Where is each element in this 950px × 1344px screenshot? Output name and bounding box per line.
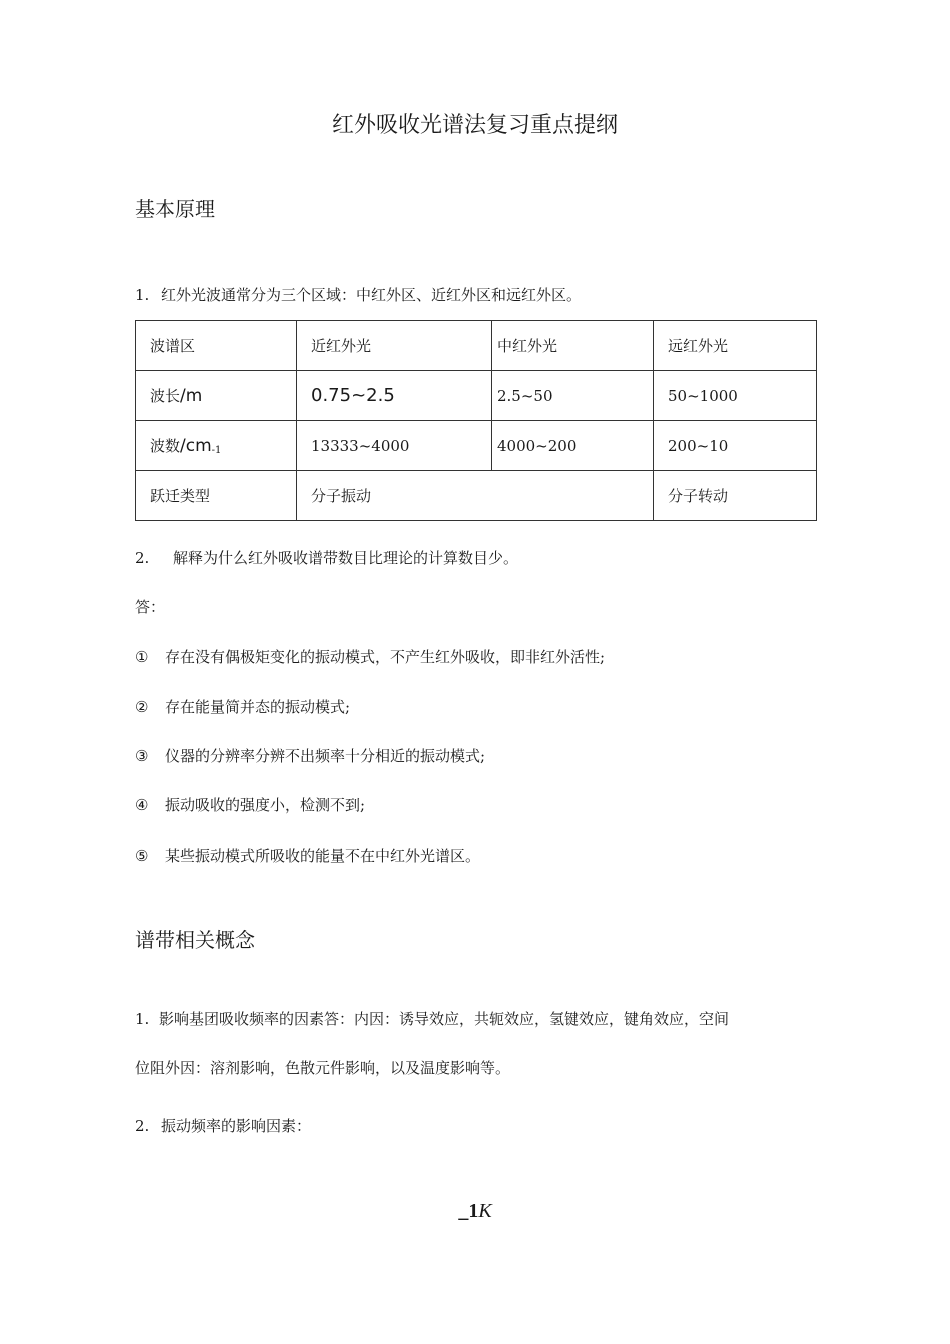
table-row-header <box>136 321 817 371</box>
item-text: 影响基团吸收频率的因素答：内因：诱导效应，共轭效应，氢键效应，键角效应，空间 <box>159 1010 730 1028</box>
table-cell: 200~10 <box>654 421 817 471</box>
table-cell: 波谱区 <box>136 321 297 371</box>
paragraph-item-1-line-2: 位阻外因：溶剂影响，色散元件影响，以及温度影响等。 <box>135 1059 511 1077</box>
table-row-wavenumber <box>136 421 817 471</box>
table-cell: 0.75~2.5 <box>297 371 492 421</box>
document-title: 红外吸收光谱法复习重点提纲 <box>331 113 618 138</box>
table-cell: 中红外光 <box>492 321 654 371</box>
answer-text: 存在能量简并态的振动模式; <box>165 698 351 716</box>
answer-marker: ② <box>135 698 149 716</box>
item-number: 1. <box>135 286 150 304</box>
paragraph-item-1 <box>135 285 581 305</box>
answer-text: 存在没有偶极矩变化的振动模式，不产生红外吸收，即非红外活性; <box>165 648 606 666</box>
item-number: 2. <box>135 549 150 567</box>
section-heading-principles: 基本原理 <box>135 197 215 221</box>
paragraph-item-1-line-1 <box>135 1009 729 1029</box>
table-row-transition <box>136 471 817 521</box>
item-text: 振动频率的影响因素： <box>161 1117 312 1135</box>
page-footer <box>0 1200 950 1223</box>
table-cell: 跃迁类型 <box>136 471 297 521</box>
item-number: 1. <box>135 1010 150 1028</box>
answer-text: 振动吸收的强度小，检测不到; <box>165 796 366 814</box>
table-cell: 13333~4000 <box>297 421 492 471</box>
table-cell <box>136 421 297 471</box>
table-cell: 50~1000 <box>654 371 817 421</box>
table-cell <box>136 371 297 421</box>
item-text: 解释为什么红外吸收谱带数目比理论的计算数目少。 <box>173 549 519 567</box>
answer-item <box>135 647 605 667</box>
ir-regions-table <box>135 320 817 521</box>
answer-item <box>135 846 480 866</box>
item-text: 红外光波通常分为三个区域：中红外区、近红外区和远红外区。 <box>161 286 582 304</box>
answer-marker: ① <box>135 648 149 666</box>
paragraph-item-2 <box>135 548 518 568</box>
row-unit: /cm <box>180 436 212 456</box>
table-cell: 分子振动 <box>297 471 654 521</box>
table-row-wavelength <box>136 371 817 421</box>
section-heading-band-concepts: 谱带相关概念 <box>135 928 255 952</box>
table-cell: 4000~200 <box>492 421 654 471</box>
answer-item <box>135 746 485 766</box>
row-unit-exponent: -1 <box>211 445 222 456</box>
table-cell: 分子转动 <box>654 471 817 521</box>
row-label: 波数 <box>150 437 181 455</box>
row-label: 波长 <box>150 387 181 405</box>
footer-page-number: _1 <box>458 1200 479 1222</box>
row-unit: /m <box>180 386 203 406</box>
answer-item <box>135 795 365 815</box>
answer-marker: ⑤ <box>135 847 149 865</box>
answer-text: 仪器的分辨率分辨不出频率十分相近的振动模式; <box>165 747 486 765</box>
table-cell: 近红外光 <box>297 321 492 371</box>
answer-item <box>135 697 350 717</box>
answer-marker: ④ <box>135 796 149 814</box>
item-number: 2. <box>135 1117 150 1135</box>
answer-marker: ③ <box>135 747 149 765</box>
answer-label: 答： <box>135 598 166 616</box>
answer-text: 某些振动模式所吸收的能量不在中红外光谱区。 <box>165 847 481 865</box>
table-cell: 远红外光 <box>654 321 817 371</box>
table-cell: 2.5~50 <box>492 371 654 421</box>
paragraph-item-2 <box>135 1116 311 1136</box>
footer-suffix: K <box>478 1200 492 1222</box>
